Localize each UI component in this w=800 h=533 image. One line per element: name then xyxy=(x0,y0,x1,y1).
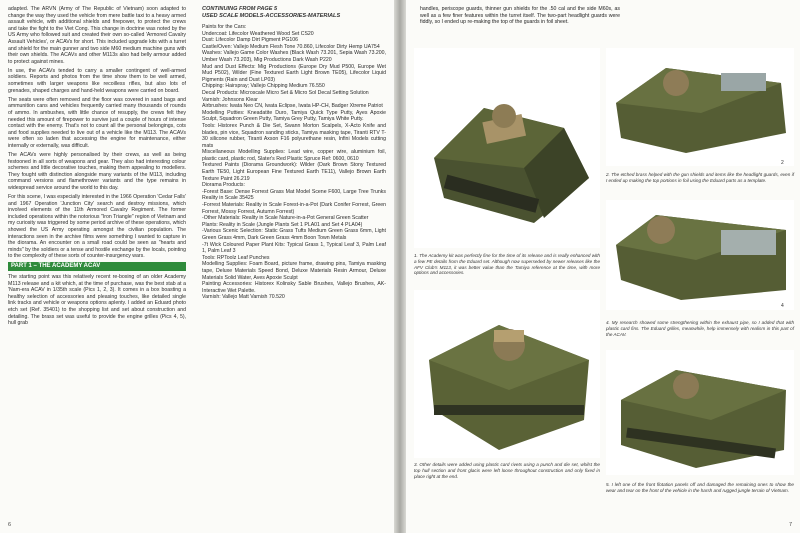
caption-2: 2. The etched brass helped with the gun shields and items like the headlight guards, even if I ended up making the top portions in foil using the Eduard parts as a template. xyxy=(606,172,794,183)
page-number: 7 xyxy=(788,522,792,528)
m113-photo-5 xyxy=(606,350,794,475)
caption-3: 3. Other details were added using plastic card rivets using a punch and die set, whilst the top hull section and front glacis were left loose throughout construction and only fixed in place right at the end. xyxy=(414,462,600,479)
paragraph: In use, the ACAVs tended to carry a smaller contingent of well-armed soldiers. Reports and photos from the time show them to be well armed, sometimes with larger weapons like recoilless rifles, but also lots of grenades, shaped charges and hand-held weapons were carried on board. xyxy=(8,67,186,94)
left-page xyxy=(0,0,394,533)
paragraph: The seats were often removed and the floor was covered in sand bags and ammunition cans and vehicles frequently carried many thousands of rounds of ammo. In ambushes, with little chance of resupply, the crews felt they needed this amount of firepower to survive just a couple of hours of intense contact with the enemy. That's not to count all the personal belongings, cots and food supplies needed to live out of a vehicle like the M113. The ACAVs were often so laden that accessing the engine for maintenance, either internally or externally, was difficult. xyxy=(8,96,186,149)
photo-2-number: 2 xyxy=(781,160,784,166)
list-item: -Forest Base: Dense Forrest Grass Mat Model Scene F600, Large Tree Trunks Reality in Scale 35425 xyxy=(202,188,386,202)
list-item: Airbrushes: Iwata Neo CN, Iwata Eclipse, Iwata HP-CH, Badger Xtreme Patriot xyxy=(202,103,383,110)
m113-photo-1 xyxy=(414,48,600,248)
list-item: Decal Products: Microscale Micro Set & Micro Sol Decal Setting Solution xyxy=(202,89,369,96)
list-item: Undercoat: Lifecolor Weathered Wood Set CS20 xyxy=(202,30,314,37)
list-item: Castle/Oven: Vallejo Medium Flesh Tone 70.860, Lifecolor Dirty Hemp UA754 xyxy=(202,43,380,50)
caption-5: 5. I left one of the front flotation panels off and damaged the remaining ones to show the wear and tear on the front of the vehicle in the harsh and rugged jungle terrain of Vietnam. xyxy=(606,482,794,493)
list-item: Textured Paints (Diorama Groundwork): Wilder (Dark Brown Stony Textured Earth TE50, Light European Fine Textured Earth TE11), Vallejo Brown Earth Texture Paint 26.219 xyxy=(202,162,386,182)
materials-heading: CONTINUING FROM PAGE 5 xyxy=(202,6,278,12)
m113-photo-3 xyxy=(414,290,600,458)
right-page xyxy=(406,0,800,533)
list-item: Painting Accessories: Historex Kolinsky Sable Brushes, Vallejo Brushes, AK-Interactive Wet Palette. xyxy=(202,281,386,294)
page-number: 6 xyxy=(8,522,12,528)
paragraph: adapted. The ARVN (Army of The Republic of Vietnam) soon adapted to change the way they used the vehicle from mere battle taxi to a heavy armed assault vehicle, with additional shields and firepower, to protect the crews and take the fight to the Viet Cong. This change in doctrine was noted by the US Army who followed suit and created their own so-called 'Armored Cavalry Assault Vehicles', or ACAVs for short. This included upgrade kits with a turret and shield for the main gunner and two side M60 medium machine guns with their own shields. The ACAVs and other M113s also had belly armour added to protect against mines. xyxy=(8,6,186,65)
list-item: Tools: Historex Punch & Die Set, Swann Morton Scalpels, X-Acto Knife and blades, pin vice, Squadron sanding sticks, Tamiya masking tape, Tiranti RTV T-30 silicone rubber, Tiranti Axson F16 polyurethane resin, Infini Models cutting mats xyxy=(202,122,386,149)
caption-1: 1. The Academy kit was perfectly fine for the time of its release and is really enhanced with a few PE details from the Eduard set. Although now superseded by newer releases like the AFV Club's M113, it was better value than the Tamiya reference at the time, with more options and accessories. xyxy=(414,253,600,276)
photo-1 xyxy=(414,48,600,248)
list-item: -Other Materials: Reality in Scale Nature-in-a-Pot General Green Scatter xyxy=(202,215,369,222)
paragraph: The ACAVs were highly personalised by their crews, as well as being festooned in all sorts of weapons and gear. They also had interesting colour schemes and little decorative touches, making them appealing to modellers. They fought with distinction alongside many variants of the M113, including command versions and flamethrower variants and the type remains in widespread service around the world to this day. xyxy=(8,151,186,191)
right-top-text: handles, periscope guards, thinner gun shields for the .50 cal and the side M60s, as well as a few finer features within the turret itself. The two-part headlight guards were fiddly, so I ended up re-making the top of the guards in foil sheet. xyxy=(420,6,620,26)
list-item: Miscellaneous Modelling Supplies: Lead wire, copper wire, aluminium foil, plastic card, plastic rod, Slater's Red Plastic Spruce Ref: 0600, 0610 xyxy=(202,149,386,162)
list-item: -Forrest Materials: Reality in Scale Forest-in-a-Pot (Dark Conifer Forrest, Green Forrest, Mossy Forrest, Autumn Forrest) xyxy=(202,202,386,215)
photo-5 xyxy=(606,350,794,475)
part-heading: PART 1 – THE ACADEMY ACAV xyxy=(8,262,186,271)
list-item: Plants: Reality in Scale (Jungle Plants Set 1 PLA01 and Set 4 PLA04) xyxy=(202,221,363,228)
materials-list-column xyxy=(202,6,386,301)
list-item: Washes: Vallejo Game Color Washes (Black Wash 73.201, Sepia Wash 73.200, Umber Wash 73.203), Mig Productions Dark Wash P220 xyxy=(202,50,386,63)
gutter xyxy=(394,0,406,533)
m113-photo-2 xyxy=(606,48,794,166)
photo-3 xyxy=(414,290,600,458)
photo-2 xyxy=(606,48,794,166)
left-column-1 xyxy=(8,6,186,329)
paragraph: The starting point was this relatively recent re-boxing of an older Academy M113 release and a kit which, at the time of purchase, was the best stab at a 'Nam-era ACAV in 1/35th scale (Pics 1, 2, 3). It comes in a box boasting a healthy selection of accessories and pleasing touches, like detailed single link tracks and vehicle or weapons options aplenty. I added an Eduard photo etch set (Ref. 35401) to the shopping list and set about construction and detailing. The brass set was useful to provide the engine grilles (Pics 4, 5), hull grab xyxy=(8,274,186,327)
list-item: Modelling Putties: Kneadatite Duro, Tamiya Quick Type Putty, Ayes Apoxie Sculpt, Squadron Green Putty, Tamiya Grey Putty, Tamiya White Putty. xyxy=(202,109,386,123)
list-item: Mud and Dust Effects: Mig Productions (Europe Dry Mud P500, Europe Wet Mud P502), Wilder (Fine Textured Earth Light Brown TE05), Lifecolor Liquid Pigments (Rain and Dust LP03) xyxy=(202,63,386,83)
materials-subheading: USED SCALE MODELS-ACCESSORIES-MATERIALS xyxy=(202,13,341,19)
list-item: Chipping: Hairspray; Vallejo Chipping Medium 76.550 xyxy=(202,83,325,90)
list-item: Modelling Supplies: Foam Board, picture frame, drawing pins, Tamiya masking tape, Deluxe Materials Speed Bond, Deluxe Materials Resin Armour, Deluxe Materials Solid Water, Aves Apoxie Sculpt xyxy=(202,261,386,281)
list-item: Tools: RPToolz Leaf Punches xyxy=(202,254,270,261)
list-item: Diorama Products: xyxy=(202,182,245,189)
photo-4 xyxy=(606,200,794,310)
list-item: Dust: Lifecolor Damp Dirt Pigment PG106 xyxy=(202,37,299,44)
list-item: Varnish: Vallejo Matt Varnish 70.520 xyxy=(202,294,285,301)
list-item: Varnish: Johnsons Klear xyxy=(202,96,258,103)
list-item: Paints for the Cars: xyxy=(202,24,247,30)
list-item: -Various Scenic Selection: Static Grass Tufts Medium Green Grass 6mm, Light Green Grass 4mm, Dark Green Grass 4mm Boon Town Metals xyxy=(202,228,386,241)
list-item: -7t Wick Coloured Paper Plant Kits: Typical Grass 1, Typical Leaf 3, Palm Leaf 1, Palm Leaf 3 xyxy=(202,241,386,255)
paragraph: For this scene, I was especially interested in the 1966 Operation 'Cedar Falls' and 1967 Operation 'Junction City' search and destroy missions, which involved elements of the 11th Armored Cavalry Regiment. The former included operations within the notorious "Iron Triangle" region of Vietnam and my curiosity was triggered by some period archive of these operations, which showed the US Army operating amongst the civilian population. The interactions seen in the archive films were something I wanted to capture in the diorama. An encounter on a small road could be seen as "hearts and minds" by the soldiers or a tense and hostile exchange by the locals, pointing to the complexity of these sorts of counter-insurgency wars. xyxy=(8,194,186,260)
m113-photo-4 xyxy=(606,200,794,310)
caption-4: 4. My research showed some strengthening within the exhaust pipe, so I added that with plastic card fins. The Eduard grilles, meanwhile, help immensely with realism in this part of the ACAV. xyxy=(606,320,794,337)
photo-4-number: 4 xyxy=(781,303,784,309)
